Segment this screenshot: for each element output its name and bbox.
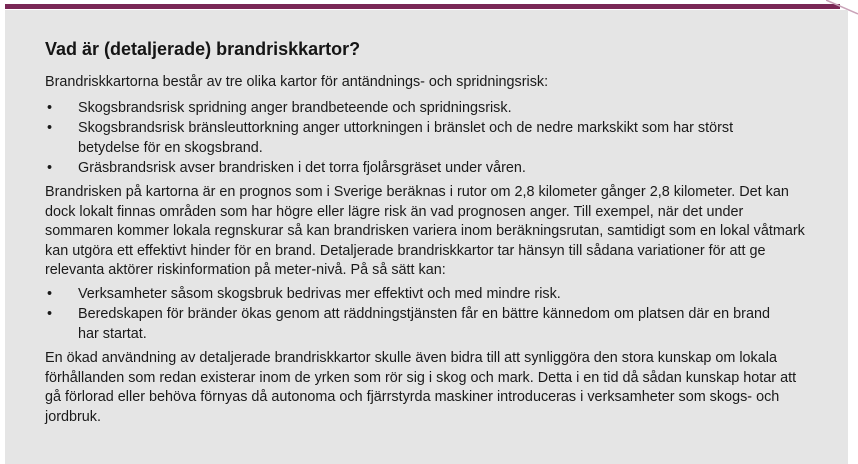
list-item-text: Beredskapen för bränder ökas genom att räddningstjänsten får en bättre kännedom om platsen där en brand har startat. — [78, 306, 770, 342]
list-item-text: Gräsbrandsrisk avser brandrisken i det torra fjolårsgräset under våren. — [78, 159, 526, 176]
bullet: • — [47, 286, 53, 302]
conclusion-paragraph: En ökad användning av detaljerade brandriskkartor skulle även bidra till att synliggöra den stora kunskap om lokala förhållanden som redan existerar inom de yrken som rör sig i skog och mark. Detta i en tid då sådan kunskap hotar att gå förlorad eller behöva förnyas då autonoma och fjärrstyrda maskiner introduceras i verksamheter som skogs- och jordbruk. — [45, 350, 797, 425]
list-item — [45, 99, 785, 119]
list-item-text: Skogsbrandsrisk bränsleuttorkning anger uttorkningen i bränslet och de nedre markskikt som har störst betydelse för en skogsbrand. — [78, 120, 734, 156]
list-item — [45, 285, 785, 305]
map-types-list — [45, 99, 785, 179]
list-item — [45, 305, 785, 344]
list-item — [45, 159, 785, 179]
info-box — [5, 10, 848, 464]
bullet: • — [47, 159, 53, 176]
list-item — [45, 119, 785, 158]
forecast-paragraph: Brandrisken på kartorna är en prognos som i Sverige beräknas i rutor om 2,8 kilometer gånger 2,8 kilometer. Det kan dock lokalt finnas områden som har högre eller lägre risk än vad prognosen anger. Till exempel, när det under sommaren kommer lokala regnskurar så kan brandrisken variera inom beräkningsrutan, samtidigt som en lokal våtmark kan utgöra ett effektivt hinder för en brand. Detaljerade brandriskkartor tar hänsyn till sådana variationer för att ge relevanta aktörer riskinformation på meter-nivå. På så sätt kan: — [45, 184, 805, 278]
intro-paragraph: Brandriskkartorna består av tre olika kartor för antändnings- och spridningsrisk: — [45, 74, 549, 90]
section-title: Vad är (detaljerade) brandriskkartor? — [45, 39, 361, 59]
bullet: • — [47, 306, 53, 322]
bullet: • — [47, 100, 53, 116]
benefits-list — [45, 285, 785, 345]
header-accent-bar — [5, 4, 840, 9]
list-item-text: Verksamheter såsom skogsbruk bedrivas mer effektivt och med mindre risk. — [78, 286, 561, 302]
bullet: • — [47, 120, 53, 136]
list-item-text: Skogsbrandsrisk spridning anger brandbeteende och spridningsrisk. — [78, 100, 512, 116]
